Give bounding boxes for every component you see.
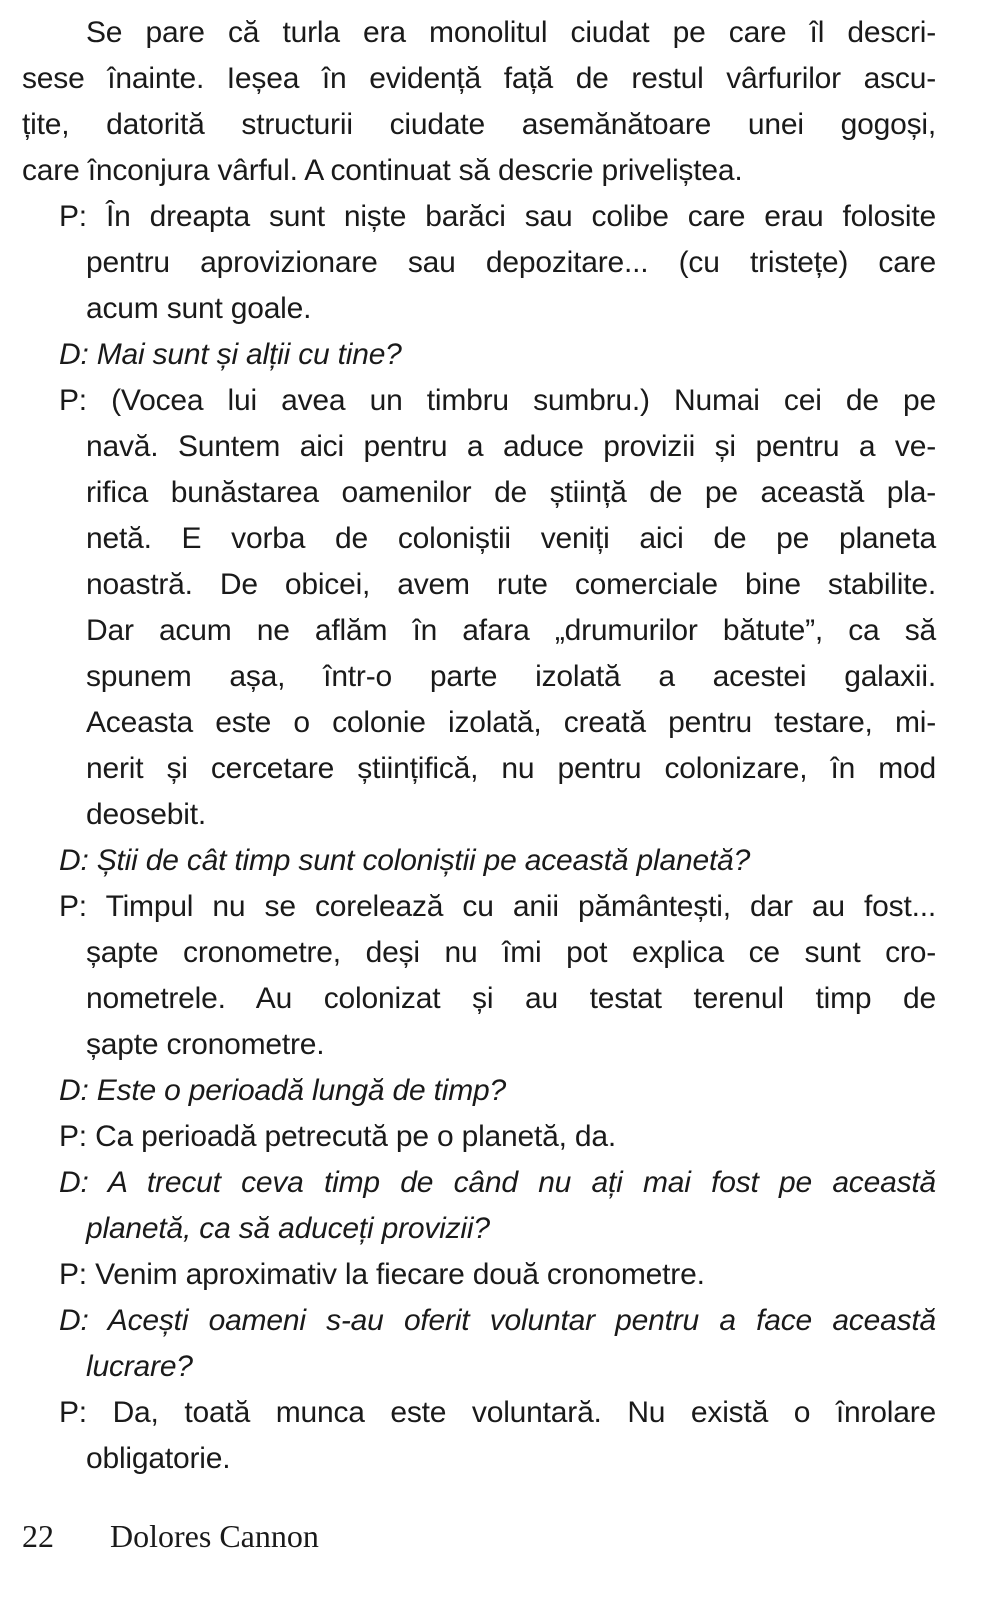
text-line: care înconjura vârful. A continuat să descrie priveliștea. <box>22 154 743 187</box>
text-line: P: (Vocea lui avea un timbru sumbru.) Numai cei de pe <box>59 384 936 417</box>
author-name: Dolores Cannon <box>110 1518 319 1554</box>
text-line: rifica bunăstarea oamenilor de știință de pe această pla- <box>86 476 936 509</box>
text-line: acum sunt goale. <box>86 292 312 325</box>
text-line: navă. Suntem aici pentru a aduce provizii și pentru a ve- <box>86 430 936 463</box>
text-line: planetă, ca să aduceți provizii? <box>86 1212 490 1245</box>
text-line: Aceasta este o colonie izolată, creată pentru testare, mi- <box>86 706 936 739</box>
text-line: șapte cronometre, deși nu îmi pot explica ce sunt cro- <box>86 936 936 969</box>
text-line: D: Mai sunt și alții cu tine? <box>59 338 402 371</box>
text-line: pentru aprovizionare sau depozitare... (cu tristețe) care <box>86 246 936 279</box>
text-line: spunem așa, într-o parte izolată a acestei galaxii. <box>86 660 936 693</box>
text-line: nerit și cercetare științifică, nu pentru colonizare, în mod <box>86 752 936 785</box>
text-line: P: Timpul nu se corelează cu anii pământești, dar au fost... <box>59 890 936 923</box>
text-line: sese înainte. Ieșea în evidență față de restul vârfurilor ascu- <box>22 62 936 95</box>
text-line: șapte cronometre. <box>86 1028 325 1061</box>
text-line: P: Venim aproximativ la fiecare două cronometre. <box>59 1258 705 1291</box>
text-line: D: A trecut ceva timp de când nu ați mai fost pe această <box>59 1166 936 1199</box>
text-line: D: Este o perioadă lungă de timp? <box>59 1074 507 1107</box>
text-line: P: Da, toată munca este voluntară. Nu există o înrolare <box>59 1396 936 1429</box>
text-line: lucrare? <box>86 1350 193 1383</box>
text-line: Se pare că turla era monolitul ciudat pe care îl descri- <box>86 16 936 49</box>
text-line: nometrele. Au colonizat și au testat terenul timp de <box>86 982 936 1015</box>
text-line: obligatorie. <box>86 1442 231 1475</box>
text-line: P: În dreapta sunt niște barăci sau colibe care erau folosite <box>59 200 936 233</box>
text-line: deosebit. <box>86 798 206 831</box>
text-line: D: Acești oameni s-au oferit voluntar pentru a face această <box>59 1304 936 1337</box>
text-line: țite, datorită structurii ciudate asemănătoare unei gogoși, <box>22 108 936 141</box>
text-line: D: Știi de cât timp sunt coloniștii pe această planetă? <box>59 844 751 877</box>
text-line: Dar acum ne aflăm în afara „drumurilor bătute”, ca să <box>86 614 936 647</box>
page-number: 22 <box>22 1518 54 1554</box>
text-line: noastră. De obicei, avem rute comerciale bine stabilite. <box>86 568 936 601</box>
text-line: netă. E vorba de coloniștii veniți aici de pe planeta <box>86 522 936 555</box>
text-line: P: Ca perioadă petrecută pe o planetă, da. <box>59 1120 617 1153</box>
